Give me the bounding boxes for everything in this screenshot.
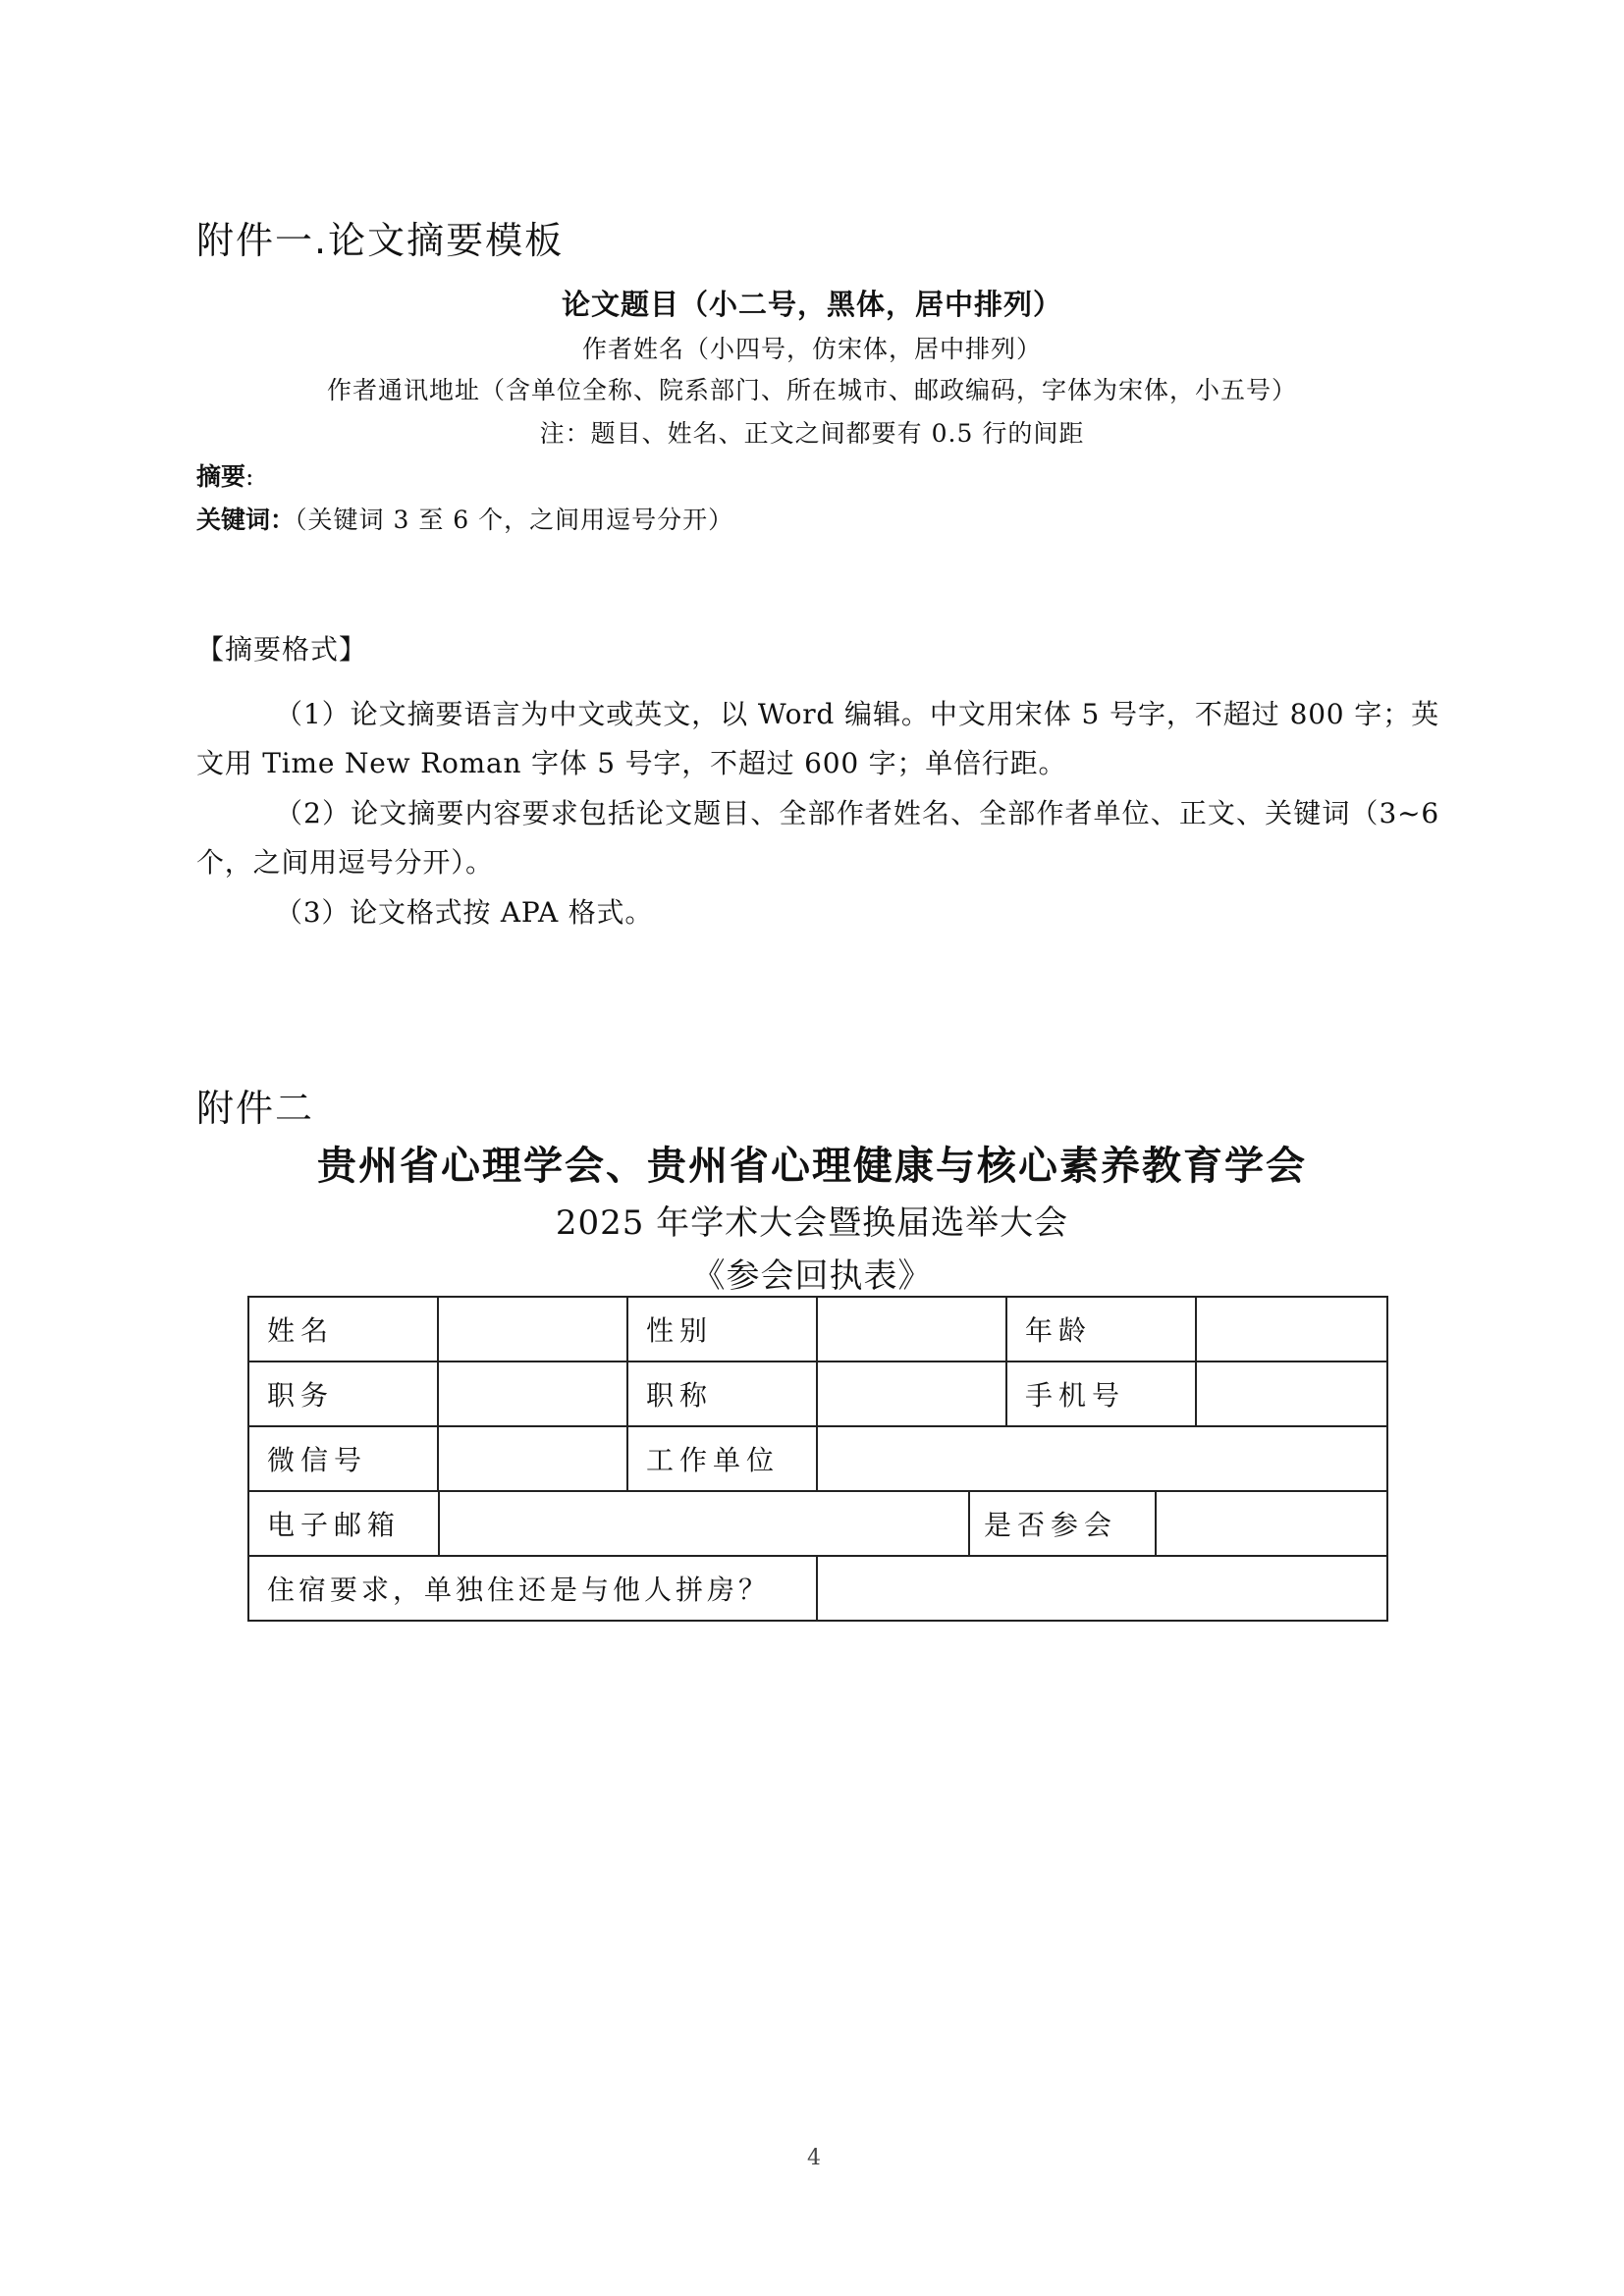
phone-label: 手机号 xyxy=(1006,1362,1196,1426)
author-name-template: 作者姓名（小四号，仿宋体，居中排列） xyxy=(581,335,1042,363)
format-item-2: （2）论文摘要内容要求包括论文题目、全部作者姓名、全部作者单位、正文、关键词（3~6 个，之间用逗号分开）。 xyxy=(196,797,1439,879)
table-row xyxy=(248,1297,1387,1362)
accommodation-label: 住宿要求，单独住还是与他人拼房？ xyxy=(248,1556,817,1621)
wechat-cell[interactable] xyxy=(438,1426,627,1491)
org-title: 贵州省心理学会、贵州省心理健康与核心素养教育学会 xyxy=(317,1144,1307,1189)
page-number: 4 xyxy=(807,2146,821,2170)
position-label: 职务 xyxy=(248,1362,438,1426)
event-title: 2025 年学术大会暨换届选举大会 xyxy=(555,1203,1069,1243)
attend-cell[interactable] xyxy=(1156,1492,1387,1555)
section2-heading: 附件二 xyxy=(196,1087,315,1130)
gender-label: 性别 xyxy=(627,1297,817,1362)
table-row xyxy=(248,1362,1387,1426)
format-heading: 【摘要格式】 xyxy=(196,633,368,666)
abstract-line xyxy=(196,457,254,493)
email-cell[interactable] xyxy=(439,1492,969,1555)
abstract-colon: : xyxy=(245,462,255,491)
work-unit-cell[interactable] xyxy=(817,1426,1387,1491)
gender-cell[interactable] xyxy=(817,1297,1006,1362)
wechat-label: 微信号 xyxy=(248,1426,438,1491)
position-cell[interactable] xyxy=(438,1362,627,1426)
keywords-line xyxy=(196,501,733,536)
spacing-note: 注：题目、姓名、正文之间都要有 0.5 行的间距 xyxy=(539,419,1085,448)
attend-label: 是否参会 xyxy=(969,1492,1156,1555)
accommodation-cell[interactable] xyxy=(817,1556,1387,1621)
section1-heading: 附件一.论文摘要模板 xyxy=(196,219,565,262)
table-row xyxy=(248,1491,1387,1556)
email-row-table xyxy=(249,1492,1387,1555)
age-cell[interactable] xyxy=(1196,1297,1387,1362)
email-label: 电子邮箱 xyxy=(249,1492,439,1555)
keywords-value: （关键词 3 至 6 个，之间用逗号分开） xyxy=(295,506,734,534)
email-row-container xyxy=(248,1491,1387,1556)
author-address-template: 作者通讯地址（含单位全称、院系部门、所在城市、邮政编码，字体为宋体，小五号） xyxy=(326,376,1297,404)
abstract-label: 摘要 xyxy=(196,462,246,491)
name-cell[interactable] xyxy=(438,1297,627,1362)
registration-form-table xyxy=(247,1296,1388,1622)
title-cell[interactable] xyxy=(817,1362,1006,1426)
paper-title-template: 论文题目（小二号，黑体，居中排列） xyxy=(561,288,1062,321)
form-title: 《参会回执表》 xyxy=(691,1256,933,1296)
format-item-3: （3）论文格式按 APA 格式。 xyxy=(275,896,654,929)
name-label: 姓名 xyxy=(248,1297,438,1362)
title-label: 职称 xyxy=(627,1362,817,1426)
table-row xyxy=(248,1556,1387,1621)
age-label: 年龄 xyxy=(1006,1297,1196,1362)
work-unit-label: 工作单位 xyxy=(627,1426,817,1491)
keywords-label: 关键词： xyxy=(196,506,296,534)
phone-cell[interactable] xyxy=(1196,1362,1387,1426)
table-row xyxy=(248,1426,1387,1491)
format-item-1: （1）论文摘要语言为中文或英文，以 Word 编辑。中文用宋体 5 号字，不超过 800 字；英文用 Time New Roman 字体 5 号字，不超过 600 字；单倍行距。 xyxy=(196,698,1439,779)
